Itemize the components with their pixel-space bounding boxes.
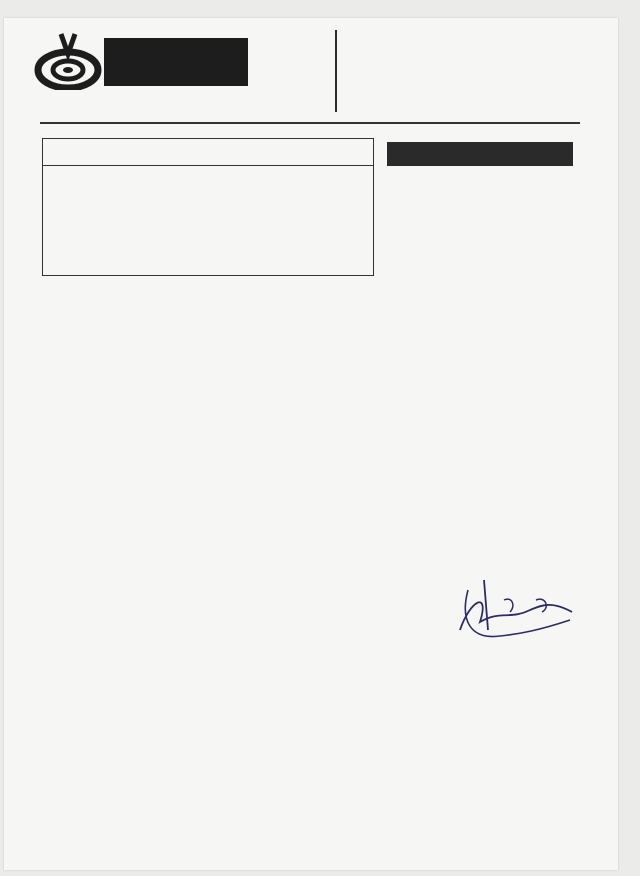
signature: [440, 560, 590, 660]
